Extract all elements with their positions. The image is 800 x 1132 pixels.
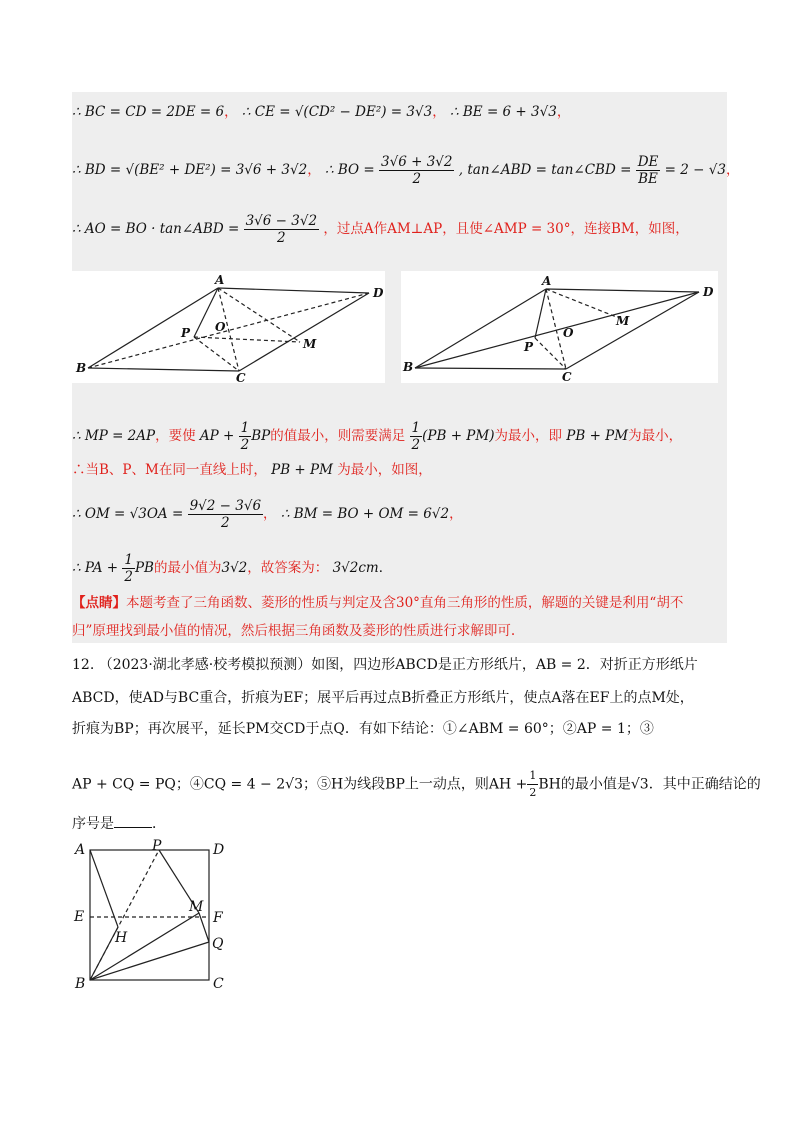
frac-num: 1: [527, 768, 538, 785]
eq-be: ∴ BE = 6 + 3√3: [450, 104, 557, 120]
expr: PB: [134, 560, 154, 576]
frac-num: 1: [411, 420, 421, 436]
comment-text: 归”原理找到最小值的情况，然后根据三角函数及菱形的性质进行求解即可.: [72, 623, 516, 639]
frac-den: 2: [277, 230, 286, 246]
text-red: 为最小，如图，: [337, 462, 432, 478]
frac-bo: [379, 154, 454, 187]
fig3-label-e: E: [74, 909, 85, 925]
figure-rhombus-2: [401, 271, 718, 383]
fig1-label-m: M: [303, 337, 317, 351]
frac-half: [410, 420, 423, 453]
sep: ，: [307, 162, 321, 178]
question-expr: AH +: [488, 776, 528, 793]
sep: ，: [432, 104, 446, 120]
fig1-label-o: O: [215, 320, 226, 334]
frac-num: DE: [637, 154, 659, 170]
eq-ce: ∴ CE = √(CD² − DE²) = 3√3: [241, 104, 433, 120]
question-text: 的最小值是√3．其中正确结论的: [560, 776, 761, 793]
frac-tan: [636, 154, 661, 187]
sep: ，: [224, 104, 238, 120]
figure-rhombus-1-svg: [72, 271, 385, 383]
figure-square: [72, 838, 242, 994]
fig3-label-q: Q: [212, 936, 224, 952]
sep: ，: [449, 506, 463, 522]
text-red: ，故答案为：: [247, 560, 329, 576]
eq-mp: ∴ MP = 2AP: [72, 428, 156, 444]
solution-line-1: [72, 102, 570, 122]
text-red: ，要使: [155, 428, 196, 444]
fig3-label-m: M: [189, 899, 204, 915]
fig3-label-h: H: [115, 930, 128, 946]
frac-om: [188, 498, 263, 531]
question-line-4: [72, 768, 761, 801]
frac-den: 2: [240, 437, 250, 453]
frac-half: [122, 552, 135, 585]
fig3-label-p: P: [152, 838, 162, 854]
frac-num: 1: [240, 420, 250, 436]
question-line-1: 12. （2023·湖北孝感·校考模拟预测）如图，四边形ABCD是正方形纸片，AB = 2．对折正方形纸片: [72, 657, 698, 673]
figure-rhombus-1: [72, 271, 385, 383]
fig2-label-d: D: [703, 285, 714, 299]
eq-bd: ∴ BD = √(BE² + DE²) = 3√6 + 3√2: [72, 162, 308, 178]
fig1-label-b: B: [76, 361, 87, 375]
period: ．: [152, 816, 166, 832]
comment-line-1: [72, 593, 683, 613]
text-red: ∴当B、P、M在同一直线上时，: [72, 462, 267, 478]
solution-line-7: [72, 552, 392, 585]
question-line-2: ABCD，使AD与BC重合，折痕为EF；展平后再过点B折叠正方形纸片，使点A落在EF上的点M处，: [72, 690, 694, 706]
eq-bo-prefix: ∴ BO =: [324, 162, 375, 178]
fig1-label-p: P: [181, 326, 191, 340]
eq-bc: ∴ BC = CD = 2DE = 6: [72, 104, 225, 120]
fig2-label-a: A: [542, 274, 552, 288]
fig1-label-d: D: [373, 286, 384, 300]
frac-ao: [244, 213, 319, 246]
fig3-label-f: F: [213, 910, 223, 926]
text-red: 的最小值为: [153, 560, 222, 576]
fig2-label-m: M: [616, 314, 630, 328]
frac-den: 2: [529, 786, 537, 799]
solution-line-3: [72, 213, 689, 246]
figure-square-svg: [72, 838, 242, 994]
fig2-label-o: O: [563, 326, 574, 340]
fig3-label-b: B: [75, 976, 86, 992]
comment-line-2: [72, 621, 515, 641]
frac-num: 9√2 − 3√6: [189, 498, 262, 514]
fig3-label-a: A: [75, 842, 86, 858]
frac-den: 2: [221, 515, 230, 531]
expr: PB + PM: [566, 428, 629, 444]
eq-ao-prefix: ∴ AO = BO · tan∠ABD =: [72, 221, 240, 237]
frac-half: [527, 768, 538, 801]
text-red: 的值最小，则需要满足: [270, 428, 406, 444]
eq-tan-prefix: , tan∠ABD = tan∠CBD =: [458, 162, 632, 178]
expr: ∴ PA +: [72, 560, 119, 576]
comment-tag: 【点睛】: [72, 595, 126, 611]
expr: BP: [251, 428, 271, 444]
solution-line-2: [72, 154, 739, 187]
min-value: 3√2: [221, 560, 248, 576]
frac-num: 1: [124, 552, 133, 568]
fig3-label-d: D: [213, 842, 225, 858]
expr: AP +: [199, 428, 235, 444]
fig2-label-c: C: [562, 370, 572, 383]
fig2-label-p: P: [524, 340, 534, 354]
eq-tan-suffix: = 2 − √3: [664, 162, 726, 178]
fig2-label-b: B: [403, 360, 414, 374]
expr: (PB + PM): [422, 428, 495, 444]
sep: ，: [263, 506, 277, 522]
sep: ，: [556, 104, 571, 120]
eq-om-prefix: ∴ OM = √3OA =: [72, 506, 184, 522]
question-line-3: 折痕为BP；再次展平，延长PM交CD于点Q．有如下结论：①∠ABM = 60°；②AP = 1；③: [72, 721, 654, 737]
solution-line-6: [72, 498, 463, 531]
solution-line-4: [72, 420, 682, 453]
frac-den: 2: [412, 171, 422, 187]
period: ．: [378, 560, 393, 576]
sep: ，: [725, 162, 740, 178]
fig3-label-c: C: [213, 976, 224, 992]
fig1-label-a: A: [215, 273, 225, 287]
eq-bm: ∴ BM = BO + OM = 6√2: [280, 506, 450, 522]
question-text: AP + CQ = PQ；④CQ = 4 − 2√3；⑤H为线段BP上一动点，则: [72, 776, 489, 793]
frac-den: 2: [124, 569, 133, 585]
frac-half: [239, 420, 252, 453]
figure-rhombus-2-svg: [401, 271, 718, 383]
solution-line-5: [72, 460, 432, 480]
question-text: 序号是: [72, 816, 114, 832]
comment-text: 本题考查了三角函数、菱形的性质与判定及含30°直角三角形的性质，解题的关键是利用“胡不: [126, 595, 684, 611]
answer: 3√2cm: [332, 560, 379, 576]
question-expr: BH: [538, 776, 561, 793]
question-line-5: [72, 813, 166, 835]
frac-num: 3√6 − 3√2: [245, 213, 318, 229]
fig1-label-c: C: [236, 371, 246, 383]
expr: PB + PM: [271, 462, 333, 478]
frac-den: BE: [638, 171, 658, 187]
construction-text: ，过点A作AM⊥AP，且使∠AMP = 30°，连接BM，如图，: [323, 221, 689, 237]
answer-blank[interactable]: [114, 813, 152, 828]
text-red: 为最小，: [628, 428, 683, 444]
frac-num: 3√6 + 3√2: [381, 154, 453, 170]
text-red: 为最小，即: [494, 428, 562, 444]
frac-den: 2: [411, 437, 421, 453]
